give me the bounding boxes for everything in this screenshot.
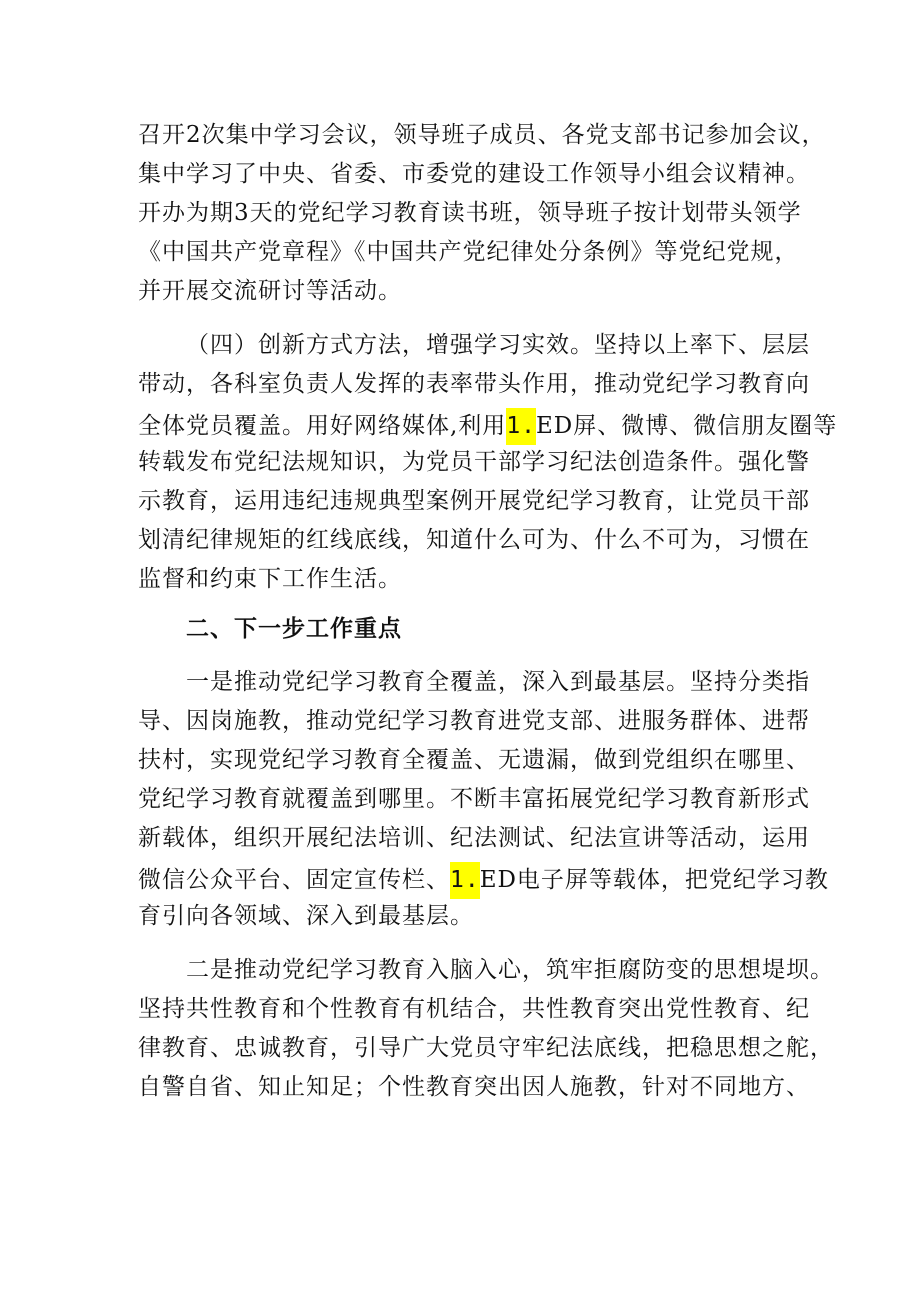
paragraph-1-line-1	[138, 120, 826, 150]
text-segment: 导、因岗施教，推动党纪学习教育进党支部、进服务群体、进帮	[138, 708, 810, 734]
paragraph-1-line-4	[138, 237, 799, 267]
text-segment: 召开2次集中学习会议，领导班子成员、各党支部书记参加会议，	[138, 122, 826, 148]
highlighted-text: 1.	[506, 408, 536, 445]
text-segment: 二是推动党纪学习教育入脑入心，筑牢拒腐防变的思想堤坝。	[186, 957, 834, 983]
text-segment: 坚持共性教育和个性教育有机结合，共性教育突出党性教育、纪	[138, 996, 810, 1022]
paragraph-4-line-3	[138, 1033, 834, 1063]
paragraph-3-line-6	[138, 862, 829, 899]
text-segment: ED电子屏等载体，把党纪学习教	[479, 867, 829, 893]
text-segment: 划清纪律规矩的红线底线，知道什么可为、什么不可为，习惯在	[138, 527, 810, 553]
text-segment: 微信公众平台、固定宣传栏、	[138, 867, 450, 893]
text-segment: 开办为期3天的党纪学习教育读书班，领导班子按计划带头领学	[138, 200, 802, 226]
paragraph-3-line-2	[138, 706, 810, 736]
text-segment: 转载发布党纪法规知识，为党员干部学习纪法创造条件。强化警	[138, 449, 810, 475]
paragraph-1-line-5	[138, 276, 402, 306]
text-segment: 集中学习了中央、省委、市委党的建设工作领导小组会议精神。	[138, 161, 810, 187]
text-segment: 全体党员覆盖。用好网络媒体,利用	[138, 413, 507, 439]
text-segment: 《中国共产党章程》《中国共产党纪律处分条例》等党纪党规，	[138, 239, 799, 265]
paragraph-3-line-3	[138, 745, 810, 775]
text-segment: 并开展交流研讨等活动。	[138, 278, 402, 304]
paragraph-1-line-3	[138, 198, 802, 228]
paragraph-4-line-4	[138, 1072, 810, 1102]
paragraph-3-line-7	[138, 901, 474, 931]
paragraph-3-line-5	[138, 823, 810, 853]
text-segment: 党纪学习教育就覆盖到哪里。不断丰富拓展党纪学习教育新形式	[138, 786, 810, 812]
heading-text: 二、下一步工作重点	[186, 616, 402, 642]
paragraph-2-line-3	[138, 408, 837, 445]
paragraph-2-line-4	[138, 447, 810, 477]
text-segment: 带动，各科室负责人发挥的表率带头作用，推动党纪学习教育向	[138, 371, 810, 397]
paragraph-2-line-2	[138, 369, 810, 399]
highlighted-text: 1.	[450, 862, 480, 899]
paragraph-3-line-4	[138, 784, 810, 814]
text-segment: 一是推动党纪学习教育全覆盖，深入到最基层。坚持分类指	[186, 669, 810, 695]
paragraph-4-line-1	[186, 955, 834, 985]
text-segment: （四）创新方式方法，增强学习实效。坚持以上率下、层层	[186, 332, 810, 358]
text-segment: 监督和约束下工作生活。	[138, 566, 402, 592]
paragraph-2-line-7	[138, 564, 402, 594]
text-segment: 示教育，运用违纪违规典型案例开展党纪学习教育，让党员干部	[138, 488, 810, 514]
text-segment: 律教育、忠诚教育，引导广大党员守牢纪法底线，把稳思想之舵，	[138, 1035, 834, 1061]
paragraph-2-line-6	[138, 525, 810, 555]
text-segment: 育引向各领域、深入到最基层。	[138, 903, 474, 929]
paragraph-3-line-1	[186, 667, 810, 697]
paragraph-2-line-1	[186, 330, 810, 360]
text-segment: ED屏、微博、微信朋友圈等	[536, 413, 838, 439]
text-segment: 自警自省、知止知足；个性教育突出因人施教，针对不同地方、	[138, 1074, 810, 1100]
text-segment: 新载体，组织开展纪法培训、纪法测试、纪法宣讲等活动，运用	[138, 825, 810, 851]
paragraph-2-line-5	[138, 486, 810, 516]
text-segment: 扶村，实现党纪学习教育全覆盖、无遗漏，做到党组织在哪里、	[138, 747, 810, 773]
section-heading	[186, 614, 402, 644]
paragraph-1-line-2	[138, 159, 810, 189]
paragraph-4-line-2	[138, 994, 810, 1024]
